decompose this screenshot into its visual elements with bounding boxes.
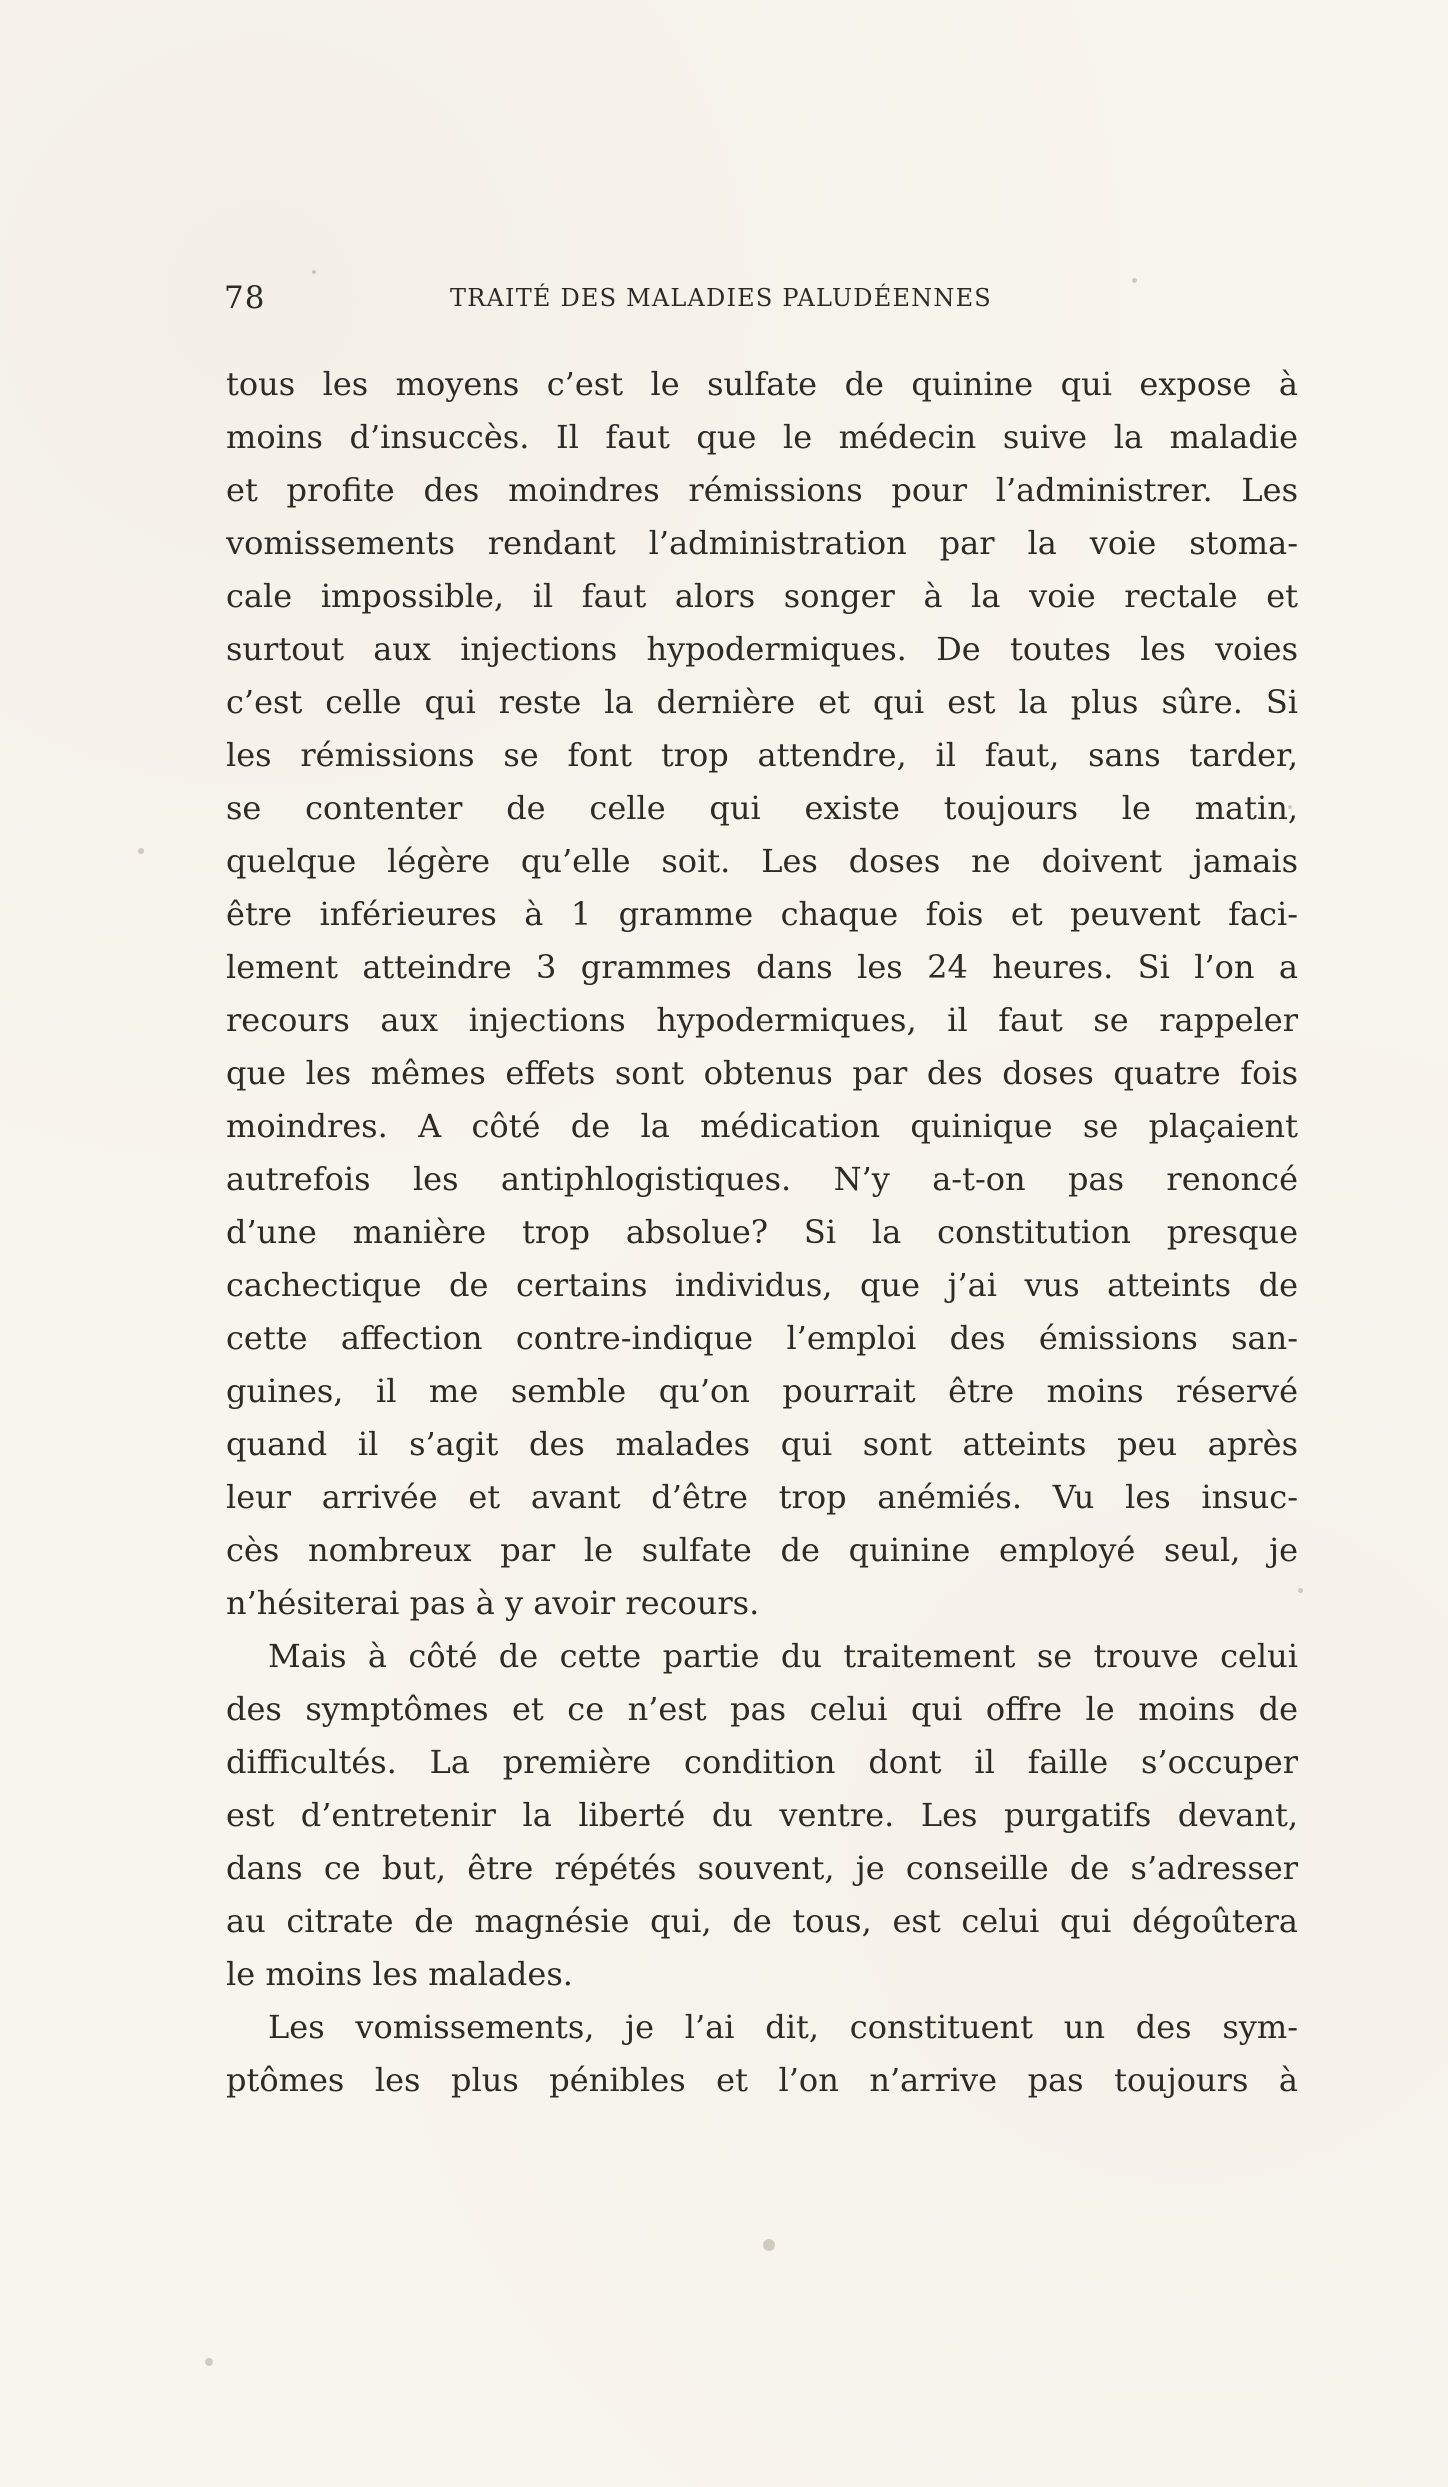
text-line: guines, il me semble qu’on pourrait être moins réservé	[226, 1372, 1298, 1410]
text-line: ptômes les plus pénibles et l’on n’arrive pas toujours à	[226, 2061, 1298, 2099]
text-line: d’une manière trop absolue? Si la constitution presque	[226, 1213, 1298, 1251]
paper-speck	[138, 848, 144, 854]
paper-speck	[312, 270, 316, 274]
text-line: moindres. A côté de la médication quinique se plaçaient	[226, 1107, 1298, 1145]
text-line: vomissements rendant l’administration par la voie stoma-	[226, 524, 1298, 562]
body-text	[226, 358, 1298, 2107]
text-line: Les vomissements, je l’ai dit, constituent un des sym-	[268, 2008, 1298, 2046]
text-line: que les mêmes effets sont obtenus par des doses quatre fois	[226, 1054, 1298, 1092]
text-line: cès nombreux par le sulfate de quinine employé seul, je	[226, 1531, 1298, 1569]
paper-speck	[1298, 1588, 1303, 1593]
text-line: leur arrivée et avant d’être trop anémiés. Vu les insuc-	[226, 1478, 1298, 1516]
text-line: n’hésiterai pas à y avoir recours.	[226, 1584, 760, 1622]
running-title: TRAITÉ DES MALADIES PALUDÉENNES	[450, 284, 992, 312]
text-line: se contenter de celle qui existe toujours le matin,	[226, 789, 1298, 827]
text-line: cale impossible, il faut alors songer à la voie rectale et	[226, 577, 1298, 615]
text-line: dans ce but, être répétés souvent, je conseille de s’adresser	[226, 1849, 1298, 1887]
running-head	[224, 278, 1300, 318]
text-line: le moins les malades.	[226, 1955, 573, 1993]
text-line: cachectique de certains individus, que j’ai vus atteints de	[226, 1266, 1298, 1304]
text-line: Mais à côté de cette partie du traitement se trouve celui	[268, 1637, 1298, 1675]
text-line: difficultés. La première condition dont il faille s’occuper	[226, 1743, 1298, 1781]
text-line: quelque légère qu’elle soit. Les doses ne doivent jamais	[226, 842, 1298, 880]
paper-speck	[763, 2239, 775, 2251]
text-line: tous les moyens c’est le sulfate de quinine qui expose à	[226, 365, 1298, 403]
text-line: et profite des moindres rémissions pour l’administrer. Les	[226, 471, 1298, 509]
text-line: être inférieures à 1 gramme chaque fois et peuvent faci-	[226, 895, 1298, 933]
paper-speck	[1288, 805, 1292, 809]
paper-speck	[205, 2358, 213, 2366]
text-line: moins d’insuccès. Il faut que le médecin suive la maladie	[226, 418, 1298, 456]
text-line: autrefois les antiphlogistiques. N’y a-t-on pas renoncé	[226, 1160, 1298, 1198]
text-line: les rémissions se font trop attendre, il faut, sans tarder,	[226, 736, 1298, 774]
text-line: c’est celle qui reste la dernière et qui est la plus sûre. Si	[226, 683, 1298, 721]
paper-speck	[1132, 278, 1137, 283]
text-line: recours aux injections hypodermiques, il faut se rappeler	[226, 1001, 1298, 1039]
text-line: surtout aux injections hypodermiques. De toutes les voies	[226, 630, 1298, 668]
text-line: quand il s’agit des malades qui sont atteints peu après	[226, 1425, 1298, 1463]
text-line: des symptômes et ce n’est pas celui qui offre le moins de	[226, 1690, 1298, 1728]
text-line: est d’entretenir la liberté du ventre. Les purgatifs devant,	[226, 1796, 1298, 1834]
text-line: lement atteindre 3 grammes dans les 24 heures. Si l’on a	[226, 948, 1298, 986]
text-line: cette affection contre-indique l’emploi des émissions san-	[226, 1319, 1298, 1357]
text-line: au citrate de magnésie qui, de tous, est celui qui dégoûtera	[226, 1902, 1298, 1940]
page-number: 78	[224, 280, 266, 316]
